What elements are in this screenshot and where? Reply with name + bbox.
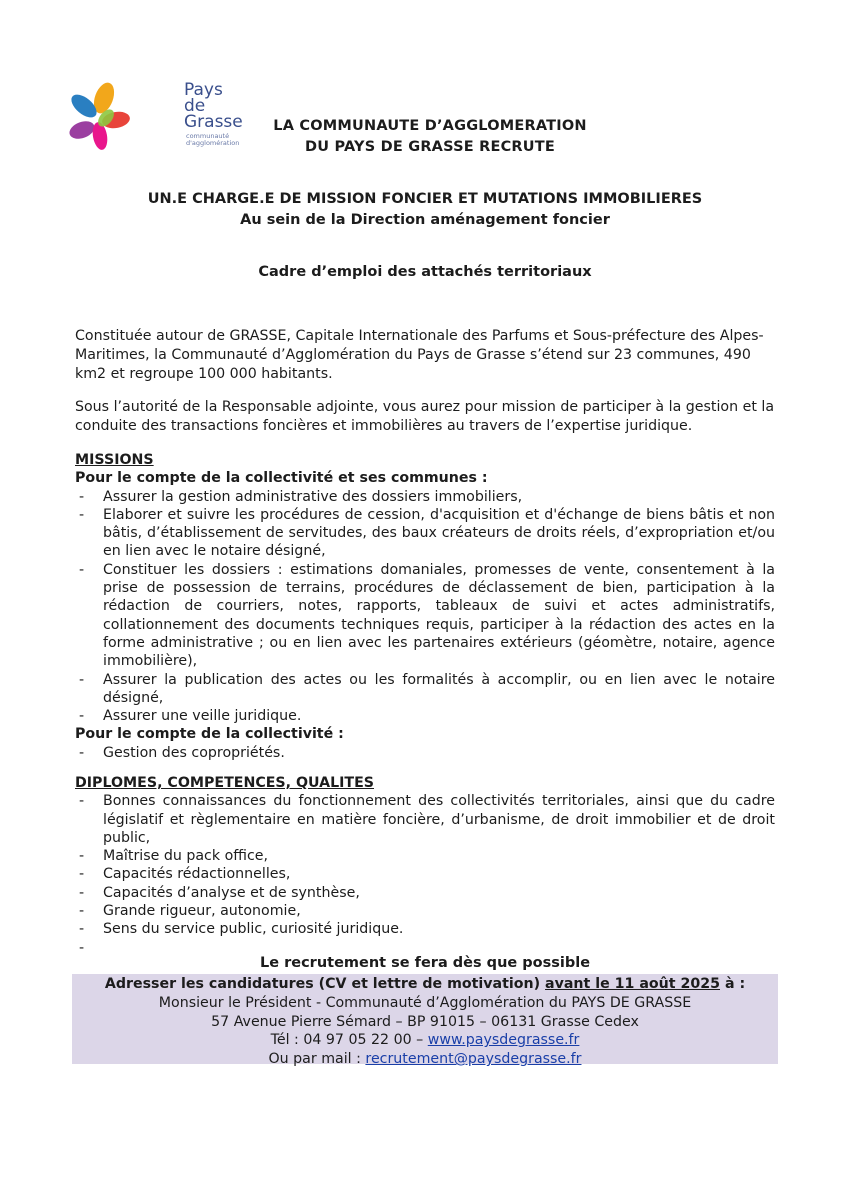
list-item: - Assurer une veille juridique. — [75, 707, 775, 725]
list-item: - Bonnes connaissances du fonctionnement des collectivités territoriales, ainsi que du cadre législatif et règlementaire en matière foncière, d’urbanisme, de droit immobilier et de droit public, — [75, 792, 775, 847]
list-item: - Maîtrise du pack office, — [75, 847, 775, 865]
application-instruction-suffix: à : — [720, 976, 746, 992]
recipient-line: Monsieur le Président - Communauté d’Agglomération du PAYS DE GRASSE — [158, 994, 692, 1011]
list-item: - Gestion des copropriétés. — [75, 744, 775, 762]
list-item: - Capacités d’analyse et de synthèse, — [75, 884, 775, 902]
application-instruction — [72, 975, 778, 994]
list-item: - Capacités rédactionnelles, — [75, 865, 775, 883]
list-item: - Constituer les dossiers : estimations domaniales, promesses de vente, consentement à la prise de possession de terrains, procédures de déclassement de bien, participation à la rédaction de courriers, notes, rapports, tableaux de suivi et actes administratifs, collationnement des documents techniques requis, participer à la rédaction des actes en la forme administrative ; ou en lien avec les partenaires extérieurs (géomètre, notaire, agence immobilière), — [75, 561, 775, 671]
email-prefix: Ou par mail : — [268, 1051, 366, 1068]
logo-subtext-1: communauté — [186, 132, 230, 140]
list-item: - Assurer la gestion administrative des dossiers immobiliers, — [75, 488, 775, 506]
list-item: - Grande rigueur, autonomie, — [75, 902, 775, 920]
logo-subtext-2: d'agglomération — [186, 139, 240, 147]
intro-paragraph-2: Sous l’autorité de la Responsable adjointe, vous aurez pour mission de participer à la gestion et la conduite des transactions foncières et immobilières au travers de l’expertise juridique. — [75, 399, 775, 434]
employer-heading-line-1: LA COMMUNAUTE D’AGGLOMERATION — [273, 118, 587, 134]
flower-logo-icon — [66, 78, 130, 158]
missions-group-1-list — [75, 488, 775, 726]
missions-title: MISSIONS — [75, 452, 154, 468]
job-title: UN.E CHARGE.E DE MISSION FONCIER ET MUTATIONS IMMOBILIERES — [147, 191, 703, 207]
list-item: - Elaborer et suivre les procédures de cession, d'acquisition et d'échange de biens bâtis et non bâtis, d’établissement de servitudes, des baux créateurs de droits réels, d’expropriation et/ou en lien avec le notaire désigné, — [75, 506, 775, 561]
employer-heading — [200, 116, 660, 158]
list-item: - Assurer la publication des actes ou les formalités à accomplir, ou en lien avec le notaire désigné, — [75, 671, 775, 708]
employer-heading-line-2: DU PAYS DE GRASSE RECRUTE — [305, 139, 555, 155]
missions-group-2-list — [75, 744, 775, 762]
application-instruction-text: Adresser les candidatures (CV et lettre de motivation) — [104, 976, 546, 992]
email-link[interactable]: recrutement@paysdegrasse.fr — [365, 1051, 582, 1068]
email-line — [72, 1050, 778, 1069]
recruitment-note: Le recrutement se fera dès que possible — [259, 955, 591, 971]
missions-section — [75, 451, 775, 762]
website-link[interactable]: www.paysdegrasse.fr — [427, 1032, 580, 1049]
pays-de-grasse-logo — [66, 78, 243, 158]
diplomes-list — [75, 792, 775, 957]
phone-text: Tél : 04 97 05 22 00 – — [270, 1032, 428, 1049]
diplomes-title: DIPLOMES, COMPETENCES, QUALITES — [75, 775, 375, 791]
logo-text-de: de — [184, 96, 206, 116]
missions-group-1-title: Pour le compte de la collectivité et ses communes : — [75, 470, 488, 487]
job-direction: Au sein de la Direction aménagement foncier — [240, 212, 610, 228]
address-line: 57 Avenue Pierre Sémard – BP 91015 – 06131 Grasse Cedex — [211, 1013, 639, 1030]
job-title-block — [80, 189, 770, 231]
diplomes-section — [75, 774, 775, 957]
application-deadline: avant le 11 août 2025 — [545, 976, 720, 992]
logo-text-grasse: Grasse — [184, 112, 243, 132]
contact-block — [72, 975, 778, 1069]
list-item: - Sens du service public, curiosité juridique. — [75, 920, 775, 938]
missions-group-2-title: Pour le compte de la collectivité : — [75, 726, 344, 743]
job-cadre: Cadre d’emploi des attachés territoriaux — [258, 264, 592, 280]
phone-line — [72, 1031, 778, 1050]
logo-text-pays: Pays — [184, 80, 223, 100]
intro-paragraph-1: Constituée autour de GRASSE, Capitale Internationale des Parfums et Sous-préfecture des Alpes-Maritimes, la Communauté d’Agglomération du Pays de Grasse s’étend sur 23 communes, 490 km2 et regroupe 100 000 habitants. — [75, 328, 764, 382]
